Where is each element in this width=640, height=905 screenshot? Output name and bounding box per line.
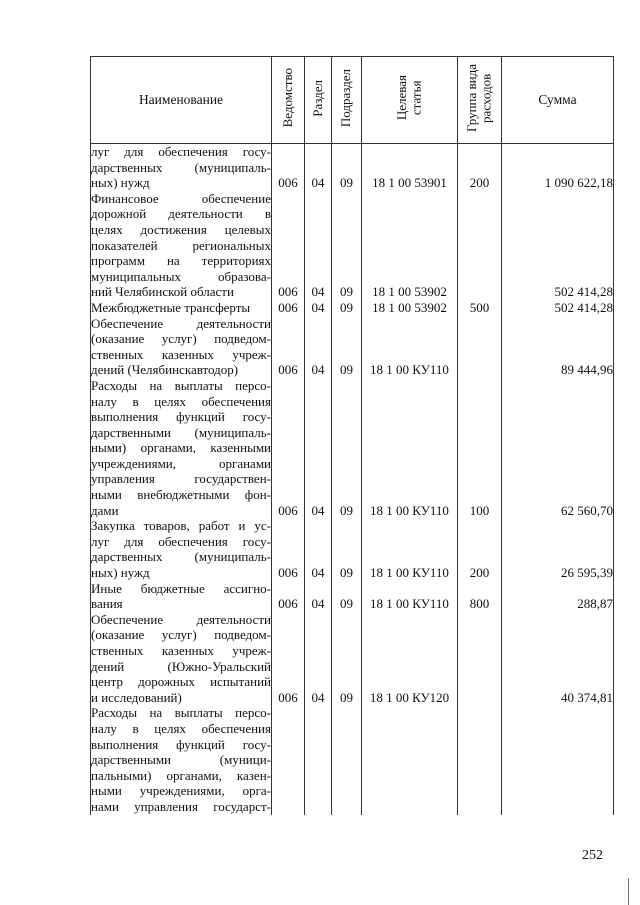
- row-name-line: дарственными (муниципаль-: [91, 424, 271, 440]
- table-row: [91, 316, 614, 378]
- page-number: 252: [582, 848, 603, 863]
- row-target-article: 18 1 00 53902: [362, 300, 458, 316]
- row-expense-group: 800: [458, 581, 502, 612]
- row-name-line: вания: [91, 596, 123, 612]
- row-name: [91, 191, 272, 300]
- row-subsection: 09: [332, 144, 362, 191]
- row-expense-group: 200: [458, 144, 502, 191]
- row-name-line: Обеспечение деятельности: [91, 315, 271, 331]
- row-name-line: показателей региональных: [91, 237, 271, 253]
- row-name-line: Иные бюджетные ассигно-: [91, 580, 271, 596]
- table-row: [91, 518, 614, 580]
- row-amount: 40 374,81: [502, 612, 614, 706]
- row-subsection: [332, 705, 362, 814]
- table-row: [91, 581, 614, 612]
- row-department: 006: [272, 378, 305, 518]
- row-target-article: 18 1 00 КУ110: [362, 316, 458, 378]
- row-target-article: 18 1 00 КУ110: [362, 581, 458, 612]
- table-row: [91, 191, 614, 300]
- row-name-line: ных) нужд: [91, 565, 150, 581]
- header-department: Ведомство: [272, 57, 305, 144]
- row-name-line: ными внебюджетными фон-: [91, 487, 271, 503]
- row-name-line: дений (Челябинскавтодор): [91, 362, 239, 378]
- budget-table: [90, 56, 614, 815]
- row-expense-group: 100: [458, 378, 502, 518]
- row-name-line: ственных казенных учреж-: [91, 643, 271, 658]
- row-section: [305, 705, 332, 814]
- row-name-line: целях достижения целевых: [91, 221, 271, 237]
- row-expense-group: [458, 612, 502, 706]
- row-name-line: ными) органами, казенными: [91, 440, 271, 456]
- row-expense-group: [458, 191, 502, 300]
- header-expense-group: Группа вида расходов: [458, 57, 502, 144]
- row-name-line: ных) нужд: [91, 175, 150, 191]
- row-name-line: выполнения функций госу-: [91, 736, 271, 752]
- row-amount: 62 560,70: [502, 378, 614, 518]
- row-name-line: муниципальных образова-: [91, 268, 271, 284]
- row-name-line: ственных казенных учреж-: [91, 346, 271, 362]
- row-name-line: ными учреждениями, орга-: [91, 783, 271, 799]
- row-name: [91, 581, 272, 612]
- row-target-article: 18 1 00 53902: [362, 191, 458, 300]
- table-row: [91, 612, 614, 706]
- row-amount: 288,87: [502, 581, 614, 612]
- row-name-line: дарственных (муниципаль-: [91, 549, 271, 565]
- row-expense-group: [458, 705, 502, 814]
- table-row: [91, 300, 614, 316]
- row-name-line: Расходы на выплаты персо-: [91, 705, 271, 721]
- row-subsection: 09: [332, 300, 362, 316]
- row-target-article: 18 1 00 КУ110: [362, 518, 458, 580]
- row-subsection: 09: [332, 378, 362, 518]
- row-expense-group: 500: [458, 300, 502, 316]
- row-subsection: 09: [332, 316, 362, 378]
- header-subsection: Подраздел: [332, 57, 362, 144]
- row-department: 006: [272, 300, 305, 316]
- row-section: 04: [305, 518, 332, 580]
- row-name-line: учреждениями, органами: [91, 455, 271, 471]
- row-name-line: управления государствен-: [91, 471, 271, 487]
- row-name: [91, 300, 272, 316]
- row-name-line: Закупка товаров, работ и ус-: [91, 518, 271, 534]
- row-target-article: 18 1 00 КУ110: [362, 378, 458, 518]
- row-department: 006: [272, 144, 305, 191]
- row-name-line: (оказание услуг) подведом-: [91, 331, 271, 347]
- row-department: 006: [272, 316, 305, 378]
- row-name-line: луг для обеспечения госу-: [91, 533, 271, 549]
- row-section: 04: [305, 300, 332, 316]
- row-section: 04: [305, 378, 332, 518]
- row-section: 04: [305, 316, 332, 378]
- row-name-line: Расходы на выплаты персо-: [91, 377, 271, 393]
- row-name: [91, 612, 272, 706]
- row-subsection: 09: [332, 518, 362, 580]
- row-name-line: дорожной деятельности в: [91, 206, 271, 222]
- header-name: Наименование: [91, 57, 272, 144]
- table-row: [91, 705, 614, 814]
- row-name: [91, 705, 272, 814]
- row-section: 04: [305, 144, 332, 191]
- row-amount: 26 595,39: [502, 518, 614, 580]
- table-row: [91, 378, 614, 518]
- row-name-line: нами управления государст-: [91, 798, 271, 814]
- row-section: 04: [305, 612, 332, 706]
- row-name: [91, 316, 272, 378]
- header-section: Раздел: [305, 57, 332, 144]
- row-target-article: [362, 705, 458, 814]
- row-name-line: налу в целях обеспечения: [91, 720, 271, 736]
- row-subsection: 09: [332, 581, 362, 612]
- row-name-line: Финансовое обеспечение: [91, 190, 271, 206]
- row-department: 006: [272, 581, 305, 612]
- row-section: 04: [305, 191, 332, 300]
- table-row: [91, 144, 614, 191]
- row-name-line: центр дорожных испытаний: [91, 674, 271, 690]
- row-amount: 89 444,96: [502, 316, 614, 378]
- table-header-row: [91, 57, 614, 144]
- row-subsection: 09: [332, 191, 362, 300]
- row-name: [91, 518, 272, 580]
- row-name-line: дарственных (муниципаль-: [91, 159, 271, 175]
- row-amount: 1 090 622,18: [502, 144, 614, 191]
- row-section: 04: [305, 581, 332, 612]
- row-amount: 502 414,28: [502, 300, 614, 316]
- row-department: 006: [272, 518, 305, 580]
- row-name-line: дарственными (муници-: [91, 752, 271, 768]
- row-name-line: дами: [91, 502, 119, 518]
- row-amount: 502 414,28: [502, 191, 614, 300]
- margin-line: [628, 878, 629, 905]
- row-name-line: пальными) органами, казен-: [91, 767, 271, 783]
- row-expense-group: 200: [458, 518, 502, 580]
- row-name-line: и исследований): [91, 689, 182, 705]
- row-subsection: 09: [332, 612, 362, 706]
- row-name-line: дений (Южно-Уральский: [91, 658, 271, 674]
- row-name-line: ний Челябинской области: [91, 284, 234, 300]
- row-name-line: налу в целях обеспечения: [91, 393, 271, 409]
- row-amount: [502, 705, 614, 814]
- row-name: [91, 144, 272, 191]
- row-name: [91, 378, 272, 518]
- row-target-article: 18 1 00 КУ120: [362, 612, 458, 706]
- row-name-line: выполнения функций госу-: [91, 409, 271, 425]
- row-department: 006: [272, 612, 305, 706]
- row-target-article: 18 1 00 53901: [362, 144, 458, 191]
- header-amount: Сумма: [502, 57, 614, 144]
- row-name-line: программ на территориях: [91, 253, 271, 269]
- row-name-line: (оказание услуг) подведом-: [91, 627, 271, 643]
- header-target-article: Целевая статья: [362, 57, 458, 144]
- row-department: [272, 705, 305, 814]
- row-expense-group: [458, 316, 502, 378]
- row-name-line: Обеспечение деятельности: [91, 611, 271, 627]
- row-name-line: луг для обеспечения госу-: [91, 144, 271, 159]
- row-name-line: Межбюджетные трансферты: [91, 299, 251, 315]
- row-department: 006: [272, 191, 305, 300]
